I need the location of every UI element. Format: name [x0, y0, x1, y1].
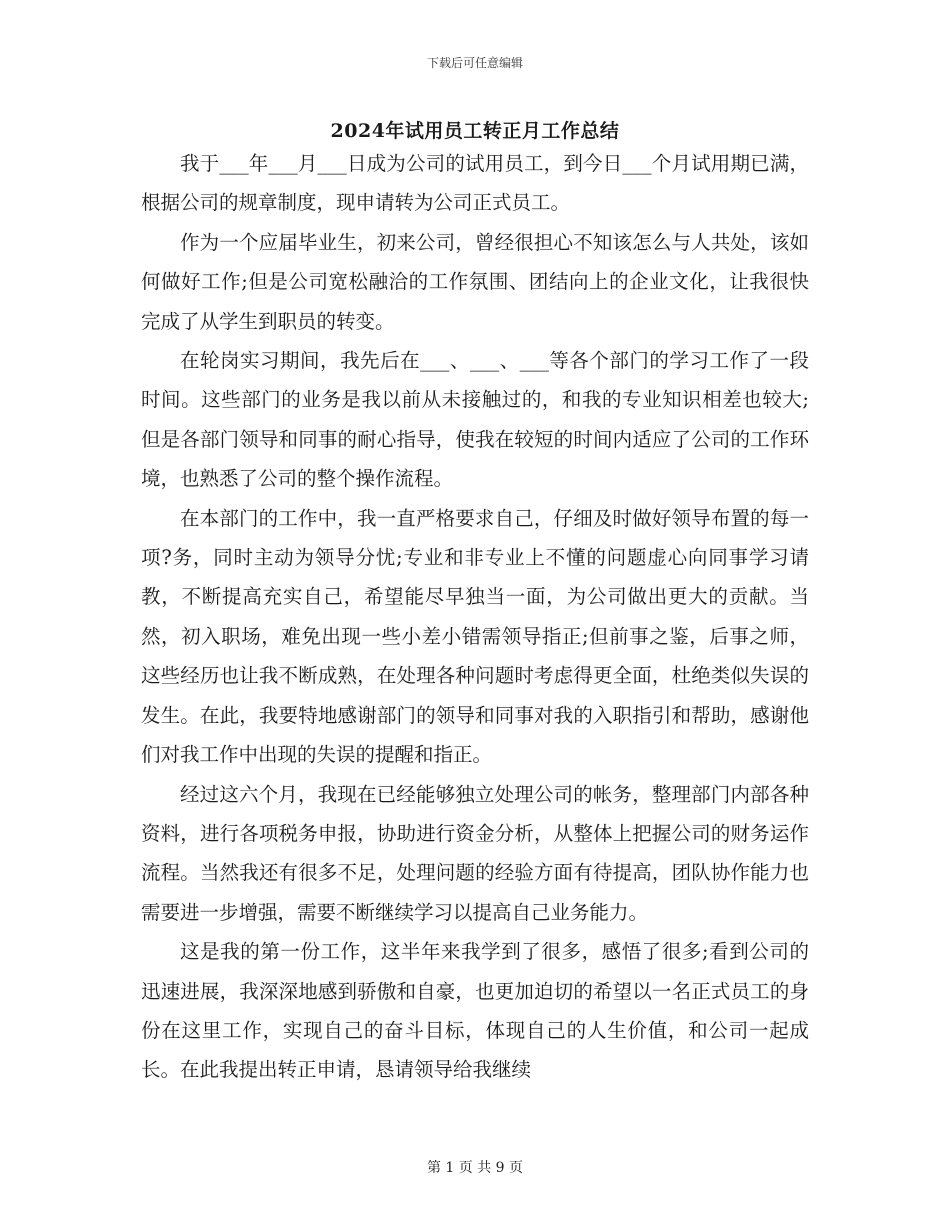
document-body: [141, 144, 809, 1090]
paragraph: 在轮岗实习期间，我先后在___、___、___等各个部门的学习工作了一段时间。这些部门的业务是我以前从未接触过的，和我的专业知识相差也较大;但是各部门领导和同事的耐心指导，使我在较短的时间内适应了公司的工作环境，也熟悉了公司的整个操作流程。: [141, 349, 809, 491]
paragraph: 作为一个应届毕业生，初来公司，曾经很担心不知该怎么与人共处，该如何做好工作;但是公司宽松融洽的工作氛围、团结向上的企业文化，让我很快完成了从学生到职员的转变。: [141, 230, 809, 333]
paragraph: 经过这六个月，我现在已经能够独立处理公司的帐务，整理部门内部各种资料，进行各项税务申报，协助进行资金分析，从整体上把握公司的财务运作流程。当然我还有很多不足，处理问题的经验方面有待提高，团队协作能力也需要进一步增强，需要不断继续学习以提高自己业务能力。: [141, 782, 809, 924]
header-note: 下载后可任意编辑: [426, 56, 523, 70]
page-indicator: 第 1 页 共 9 页: [426, 1160, 524, 1176]
document-title: 2024年试用员工转正月工作总结: [330, 120, 620, 142]
paragraph: 在本部门的工作中，我一直严格要求自己，仔细及时做好领导布置的每一项?务，同时主动为领导分忧;专业和非专业上不懂的问题虚心向同事学习请教，不断提高充实自己，希望能尽早独当一面，为公司做出更大的贡献。当然，初入职场，难免出现一些小差小错需领导指正;但前事之鉴，后事之师，这些经历也让我不断成熟，在处理各种问题时考虑得更全面，杜绝类似失误的发生。在此，我要特地感谢部门的领导和同事对我的入职指引和帮助，感谢他们对我工作中出现的失误的提醒和指正。: [141, 506, 809, 767]
paragraph: 这是我的第一份工作，这半年来我学到了很多，感悟了很多;看到公司的迅速进展，我深深地感到骄傲和自豪，也更加迫切的希望以一名正式员工的身份在这里工作，实现自己的奋斗目标，体现自己的人生价值，和公司一起成长。在此我提出转正申请，恳请领导给我继续: [141, 940, 809, 1082]
paragraph: 我于___年___月___日成为公司的试用员工，到今日___个月试用期已满，根据公司的规章制度，现申请转为公司正式员工。: [141, 152, 809, 215]
